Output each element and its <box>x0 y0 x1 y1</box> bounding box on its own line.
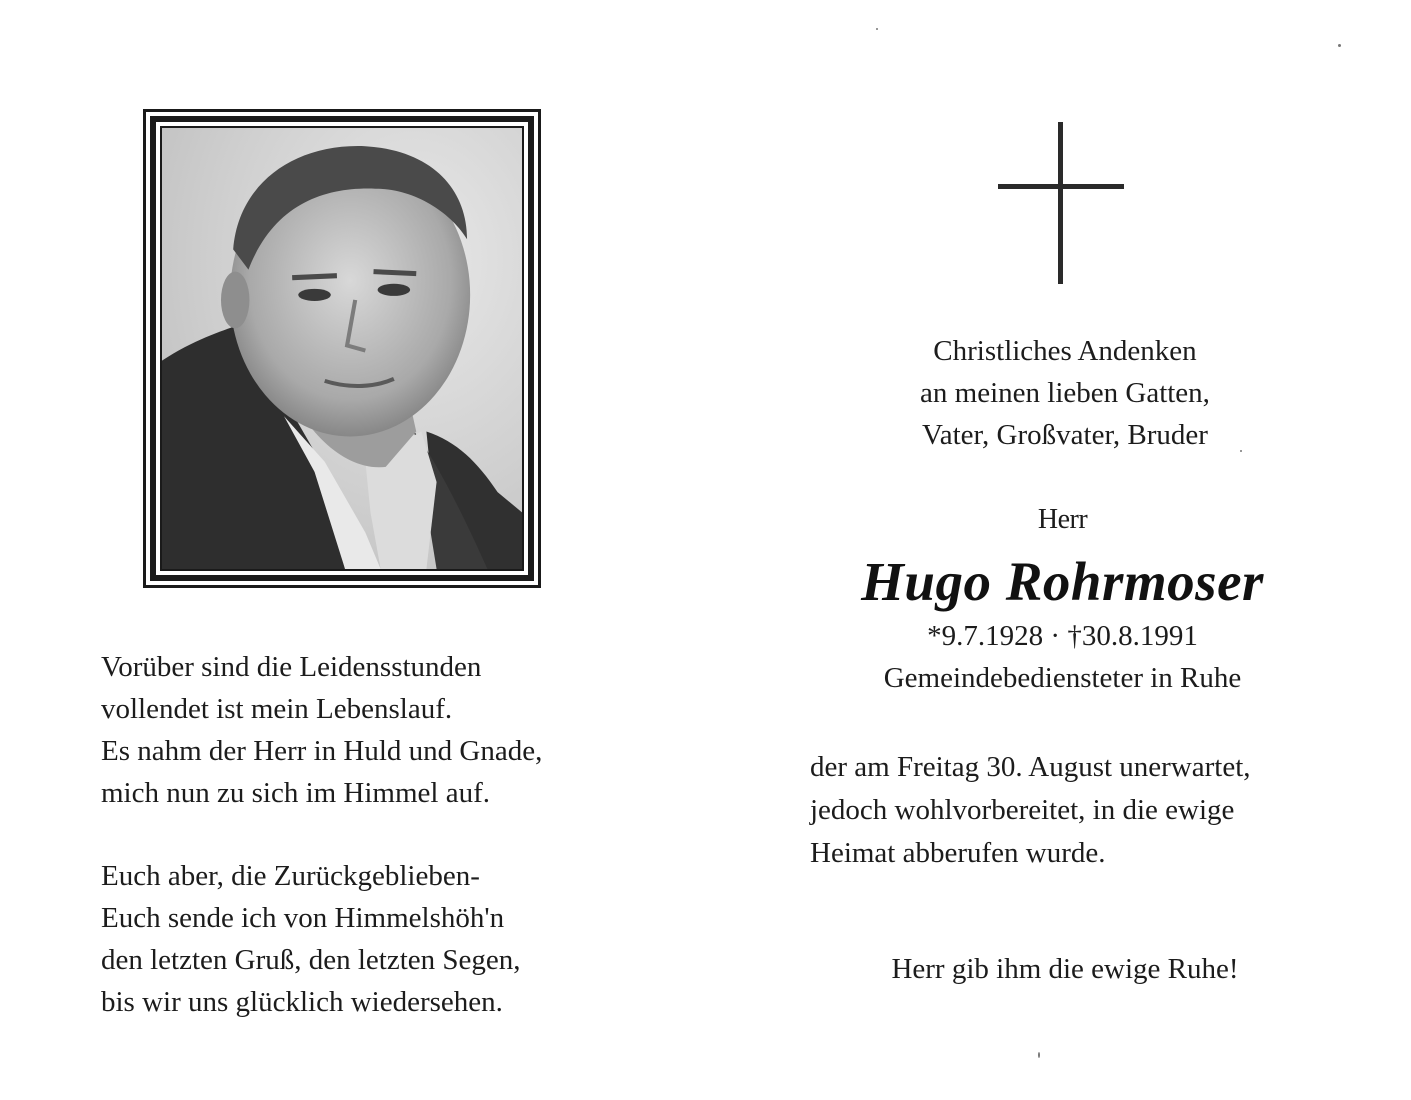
notice-line: jedoch wohlvorbereitet, in die ewige <box>810 794 1235 826</box>
intro-line: Christliches Andenken <box>933 335 1197 367</box>
cross-horizontal-bar <box>998 184 1124 189</box>
closing-prayer: Herr gib ihm die ewige Ruhe! <box>891 953 1239 985</box>
portrait-photo <box>160 126 524 571</box>
poem-stanza-1 <box>101 646 641 814</box>
andenken-heading <box>800 330 1330 456</box>
poem-line: den letzten Gruß, den letzten Segen, <box>101 944 521 976</box>
poem-line: mich nun zu sich im Himmel auf. <box>101 777 491 809</box>
scan-speck <box>1338 44 1341 47</box>
poem-line: Euch sende ich von Himmelshöh'n <box>101 902 505 934</box>
cross-vertical-bar <box>1058 122 1063 284</box>
life-dates: *9.7.1928 · †30.8.1991 <box>927 620 1198 652</box>
poem-line: bis wir uns glücklich wiedersehen. <box>101 986 503 1018</box>
poem-stanza-2 <box>101 855 641 1023</box>
honorific: Herr <box>1037 504 1088 535</box>
poem-line: Vorüber sind die Leidensstunden <box>101 651 482 683</box>
scan-speck <box>1240 450 1242 452</box>
intro-line: an meinen lieben Gatten, <box>920 377 1210 409</box>
deceased-name: Hugo Rohrmoser <box>861 551 1264 612</box>
portrait-illustration <box>162 128 522 569</box>
occupation: Gemeindebediensteter in Ruhe <box>883 662 1242 694</box>
scan-speck <box>1038 1052 1040 1058</box>
poem-line: Es nahm der Herr in Huld und Gnade, <box>101 735 543 767</box>
death-notice <box>810 746 1350 875</box>
notice-line: Heimat abberufen wurde. <box>810 837 1106 869</box>
intro-line: Vater, Großvater, Bruder <box>922 419 1208 451</box>
scan-speck <box>876 28 878 30</box>
poem-line: vollendet ist mein Lebenslauf. <box>101 693 453 725</box>
notice-line: der am Freitag 30. August unerwartet, <box>810 751 1251 783</box>
poem-line: Euch aber, die Zurückgeblieben- <box>101 860 480 892</box>
latin-cross-icon <box>998 122 1124 284</box>
portrait-frame <box>143 109 541 588</box>
